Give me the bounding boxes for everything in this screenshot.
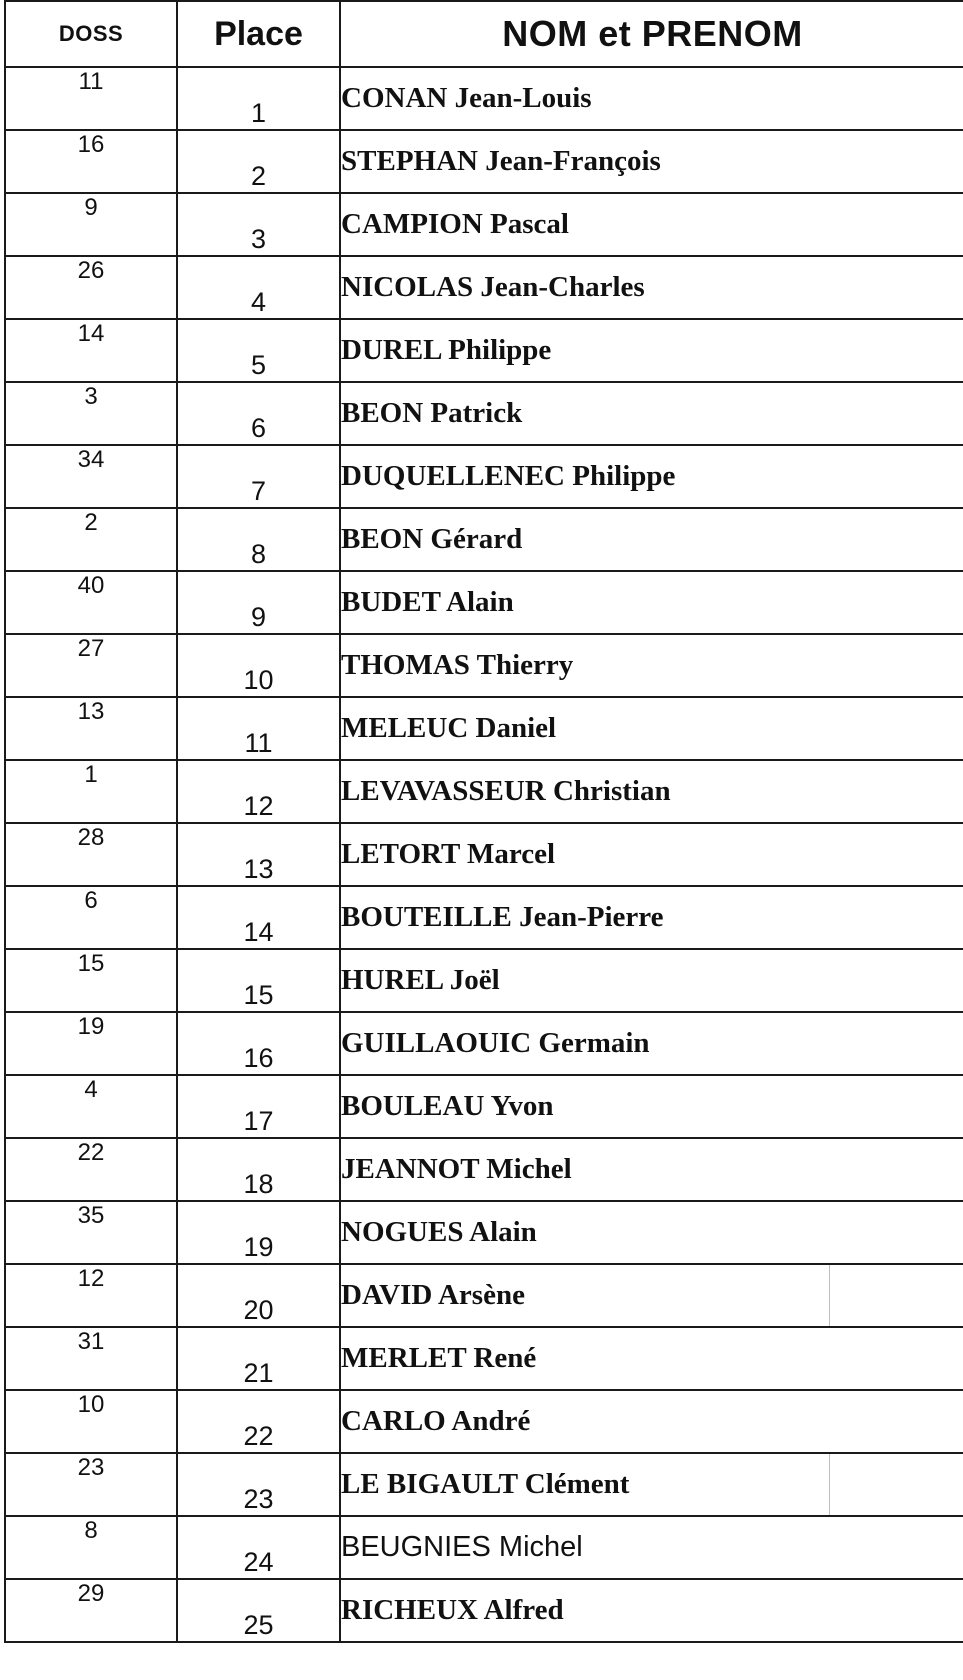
table-row xyxy=(5,697,963,760)
table-row xyxy=(5,382,963,445)
cell-doss: 9 xyxy=(5,193,177,256)
cell-doss: 28 xyxy=(5,823,177,886)
table-row xyxy=(5,1453,963,1516)
cell-place: 2 xyxy=(177,130,340,193)
table-row xyxy=(5,760,963,823)
cell-name: CONAN Jean-Louis xyxy=(340,67,963,130)
table-row xyxy=(5,1516,963,1579)
cell-name xyxy=(340,1264,963,1327)
cell-name: RICHEUX Alfred xyxy=(340,1579,963,1642)
cell-place: 21 xyxy=(177,1327,340,1390)
cell-name: NICOLAS Jean-Charles xyxy=(340,256,963,319)
cell-place: 14 xyxy=(177,886,340,949)
cell-name: MELEUC Daniel xyxy=(340,697,963,760)
cell-place: 23 xyxy=(177,1453,340,1516)
cell-name: GUILLAOUIC Germain xyxy=(340,1012,963,1075)
cell-name: BOULEAU Yvon xyxy=(340,1075,963,1138)
cell-place: 5 xyxy=(177,319,340,382)
cell-place: 6 xyxy=(177,382,340,445)
cell-doss: 14 xyxy=(5,319,177,382)
table-row xyxy=(5,823,963,886)
header-place: Place xyxy=(177,1,340,67)
table-row xyxy=(5,256,963,319)
header-name: NOM et PRENOM xyxy=(340,1,963,67)
cell-place: 16 xyxy=(177,1012,340,1075)
table-row xyxy=(5,634,963,697)
results-table xyxy=(4,0,963,1643)
cell-doss: 29 xyxy=(5,1579,177,1642)
cell-doss: 1 xyxy=(5,760,177,823)
cell-name: THOMAS Thierry xyxy=(340,634,963,697)
cell-name: HUREL Joël xyxy=(340,949,963,1012)
table-row xyxy=(5,319,963,382)
table-row xyxy=(5,949,963,1012)
cell-doss: 6 xyxy=(5,886,177,949)
cell-doss: 10 xyxy=(5,1390,177,1453)
cell-name: DUREL Philippe xyxy=(340,319,963,382)
table-row xyxy=(5,67,963,130)
cell-name: NOGUES Alain xyxy=(340,1201,963,1264)
cell-name: DUQUELLENEC Philippe xyxy=(340,445,963,508)
table-row xyxy=(5,1138,963,1201)
cell-doss: 8 xyxy=(5,1516,177,1579)
table-row xyxy=(5,1012,963,1075)
cell-name: BEUGNIES Michel xyxy=(340,1516,963,1579)
table-row xyxy=(5,1579,963,1642)
cell-doss: 11 xyxy=(5,67,177,130)
cell-divider xyxy=(829,1265,830,1326)
table-row xyxy=(5,1327,963,1390)
cell-name: CAMPION Pascal xyxy=(340,193,963,256)
cell-place: 15 xyxy=(177,949,340,1012)
cell-doss: 16 xyxy=(5,130,177,193)
table-row xyxy=(5,508,963,571)
cell-place: 25 xyxy=(177,1579,340,1642)
cell-name: BOUTEILLE Jean-Pierre xyxy=(340,886,963,949)
results-table-body xyxy=(5,67,963,1642)
table-row xyxy=(5,130,963,193)
cell-place: 12 xyxy=(177,760,340,823)
table-row xyxy=(5,1390,963,1453)
cell-name: LETORT Marcel xyxy=(340,823,963,886)
cell-doss: 23 xyxy=(5,1453,177,1516)
cell-place: 11 xyxy=(177,697,340,760)
cell-doss: 27 xyxy=(5,634,177,697)
table-row xyxy=(5,1201,963,1264)
cell-doss: 40 xyxy=(5,571,177,634)
cell-doss: 22 xyxy=(5,1138,177,1201)
cell-doss: 31 xyxy=(5,1327,177,1390)
cell-divider xyxy=(829,1454,830,1515)
cell-name-text: LE BIGAULT Clément xyxy=(341,1468,630,1500)
cell-name: BEON Patrick xyxy=(340,382,963,445)
cell-place: 13 xyxy=(177,823,340,886)
cell-doss: 19 xyxy=(5,1012,177,1075)
cell-name: STEPHAN Jean-François xyxy=(340,130,963,193)
table-row xyxy=(5,571,963,634)
cell-name xyxy=(340,1453,963,1516)
cell-name: BEON Gérard xyxy=(340,508,963,571)
cell-name-text: DAVID Arsène xyxy=(341,1279,525,1311)
cell-name: CARLO André xyxy=(340,1390,963,1453)
cell-place: 22 xyxy=(177,1390,340,1453)
cell-place: 17 xyxy=(177,1075,340,1138)
table-row xyxy=(5,193,963,256)
cell-doss: 4 xyxy=(5,1075,177,1138)
cell-place: 3 xyxy=(177,193,340,256)
cell-place: 18 xyxy=(177,1138,340,1201)
header-doss: DOSS xyxy=(5,1,177,67)
cell-place: 19 xyxy=(177,1201,340,1264)
cell-place: 9 xyxy=(177,571,340,634)
table-row xyxy=(5,886,963,949)
header-row xyxy=(5,1,963,67)
results-table-header xyxy=(5,1,963,67)
cell-name: LEVAVASSEUR Christian xyxy=(340,760,963,823)
cell-doss: 13 xyxy=(5,697,177,760)
cell-place: 20 xyxy=(177,1264,340,1327)
cell-place: 1 xyxy=(177,67,340,130)
cell-place: 4 xyxy=(177,256,340,319)
cell-doss: 3 xyxy=(5,382,177,445)
cell-doss: 35 xyxy=(5,1201,177,1264)
cell-doss: 2 xyxy=(5,508,177,571)
cell-name: BUDET Alain xyxy=(340,571,963,634)
cell-doss: 34 xyxy=(5,445,177,508)
cell-name: JEANNOT Michel xyxy=(340,1138,963,1201)
cell-place: 10 xyxy=(177,634,340,697)
table-row xyxy=(5,1264,963,1327)
cell-place: 8 xyxy=(177,508,340,571)
cell-name: MERLET René xyxy=(340,1327,963,1390)
cell-place: 7 xyxy=(177,445,340,508)
cell-doss: 15 xyxy=(5,949,177,1012)
table-row xyxy=(5,1075,963,1138)
cell-doss: 26 xyxy=(5,256,177,319)
table-row xyxy=(5,445,963,508)
cell-place: 24 xyxy=(177,1516,340,1579)
cell-doss: 12 xyxy=(5,1264,177,1327)
